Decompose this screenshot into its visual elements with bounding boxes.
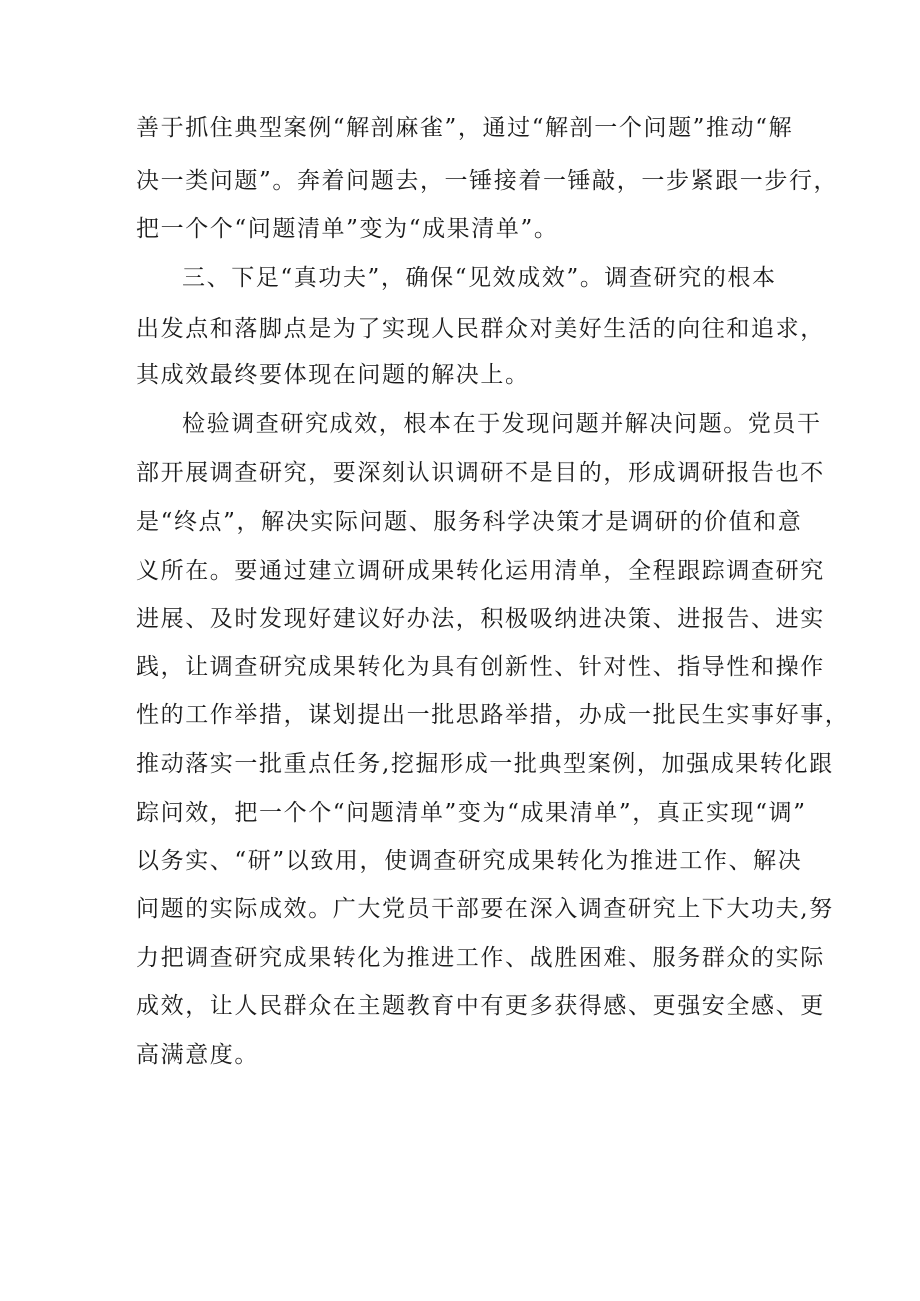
text-line: 义所在。要通过建立调研成果转化运用清单，全程跟踪调查研究 [136, 558, 825, 584]
text-line: 践，让调查研究成果转化为具有创新性、针对性、指导性和操作 [136, 654, 825, 680]
text-line: 性的工作举措，谋划提出一批思路举措，办成一批民生实事好事， [136, 702, 850, 728]
text-line: 出发点和落脚点是为了实现人民群众对美好生活的向往和追求， [136, 316, 825, 342]
text-line: 善于抓住典型案例“解剖麻雀”，通过“解剖一个问题”推动“解 [136, 115, 794, 141]
text-line: 问题的实际成效。广大党员干部要在深入调查研究上下大功夫,努 [136, 896, 834, 922]
section-heading-line: 三、下足“真功夫”，确保“见效成效”。调查研究的根本 [182, 265, 777, 291]
text-line: 其成效最终要体现在问题的解决上。 [136, 362, 530, 388]
text-line: 部开展调查研究，要深刻认识调研不是目的，形成调研报告也不 [136, 460, 825, 486]
text-line: 以务实、“研”以致用，使调查研究成果转化为推进工作、解决 [136, 848, 803, 874]
text-line: 是“终点”，解决实际问题、服务科学决策才是调研的价值和意 [136, 509, 803, 535]
text-line: 推动落实一批重点任务,挖掘形成一批典型案例，加强成果转化跟 [136, 751, 834, 777]
text-line: 力把调查研究成果转化为推进工作、战胜困难、服务群众的实际 [136, 945, 825, 971]
text-line: 进展、及时发现好建议好办法，积极吸纳进决策、进报告、进实 [136, 606, 825, 632]
text-line: 把一个个“问题清单”变为“成果清单”。 [136, 216, 559, 242]
text-line: 成效，让人民群众在主题教育中有更多获得感、更强安全感、更 [136, 993, 825, 1019]
paragraph-first-line: 检验调查研究成效，根本在于发现问题并解决问题。党员干 [182, 411, 822, 437]
text-line: 踪问效，把一个个“问题清单”变为“成果清单”，真正实现“调” [136, 800, 807, 826]
text-line: 决一类问题”。奔着问题去，一锤接着一锤敲，一步紧跟一步行， [136, 168, 839, 194]
text-line: 高满意度。 [136, 1042, 259, 1068]
